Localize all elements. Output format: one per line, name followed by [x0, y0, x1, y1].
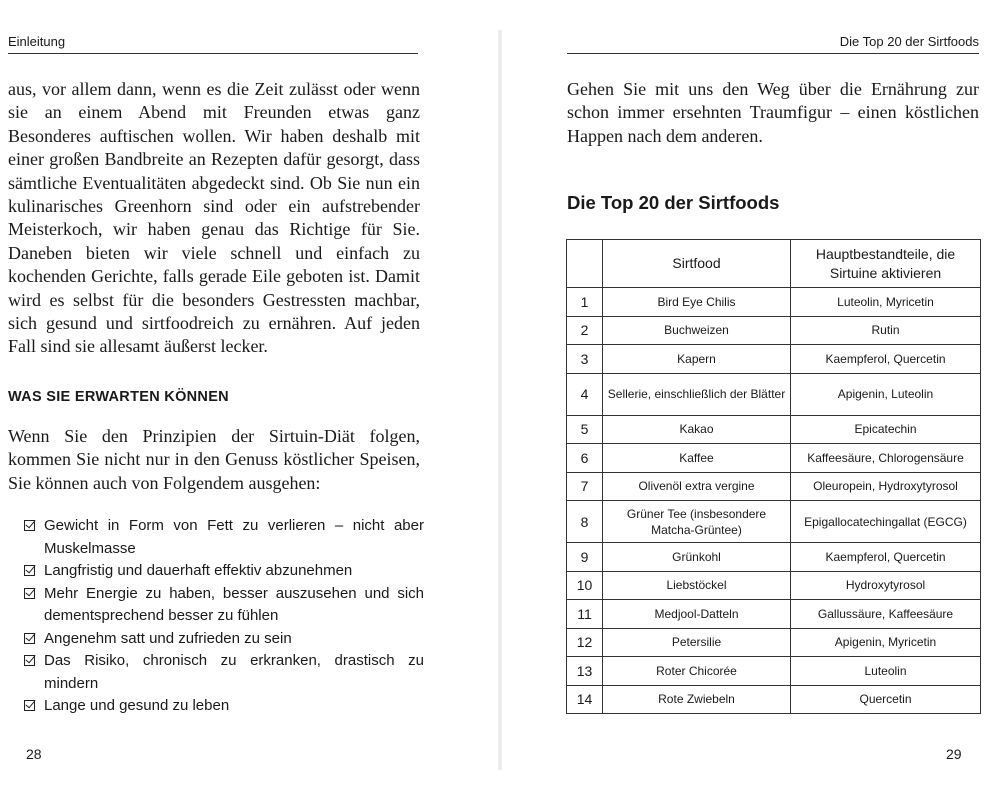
intro-paragraph: aus, vor allem dann, wenn es die Zeit zulässt oder wenn sie an einem Abend mit Freunden etwas ganz Besonderes auftischen wollen. Wir haben deshalb mit einer großen Bandbreite an Rezepten dafür gesorgt, dass sämtliche Eventualitäten abgedeckt sind. Ob Sie nun ein kulinarisches Greenhorn sind oder ein aufstrebender Meisterkoch, wir haben genau das Richtige für Sie. Daneben bieten wir viele schnell und einfach zu kochenden Gerichte, falls gerade Eile geboten ist. Damit wird es selbst für die besonders Gestressten machbar, sich gesund und sirtfoodreich zu ernähren. Auf jeden Fall sind sie allesamt äußerst lecker. [8, 79, 420, 357]
running-head-left: Einleitung [8, 34, 418, 54]
lead-paragraph: Gehen Sie mit uns den Weg über die Ernährung zur schon immer ersehnten Traumfigur – einen köstlichen Happen nach dem anderen. [567, 79, 979, 146]
table-row [567, 444, 981, 473]
table-row [567, 543, 981, 572]
table-row [567, 628, 981, 657]
row-number: 10 [567, 571, 603, 600]
table-row [567, 288, 981, 317]
row-number: 7 [567, 472, 603, 501]
table-row [567, 657, 981, 686]
row-components: Epigallocatechingallat (EGCG) [791, 501, 981, 543]
row-sirtfood: Bird Eye Chilis [603, 288, 791, 317]
row-components: Apigenin, Myricetin [791, 628, 981, 657]
row-components: Epicatechin [791, 415, 981, 444]
benefits-checklist [24, 515, 424, 718]
row-number: 5 [567, 415, 603, 444]
header-sirtfood: Sirtfood [603, 240, 791, 288]
checkbox-checked-icon [24, 588, 35, 599]
row-number: 1 [567, 288, 603, 317]
table-row [567, 571, 981, 600]
row-sirtfood: Grüner Tee (insbesondere Matcha-Grüntee) [603, 501, 791, 543]
row-sirtfood: Medjool-Datteln [603, 600, 791, 629]
checkbox-checked-icon [24, 700, 35, 711]
row-number: 8 [567, 501, 603, 543]
row-number: 9 [567, 543, 603, 572]
row-number: 12 [567, 628, 603, 657]
row-sirtfood: Buchweizen [603, 316, 791, 345]
row-sirtfood: Kaffee [603, 444, 791, 473]
row-components: Oleuropein, Hydroxytyrosol [791, 472, 981, 501]
checkbox-checked-icon [24, 633, 35, 644]
row-sirtfood: Olivenöl extra vergine [603, 472, 791, 501]
row-number: 4 [567, 373, 603, 415]
row-number: 14 [567, 685, 603, 714]
row-components: Luteolin [791, 657, 981, 686]
row-number: 6 [567, 444, 603, 473]
row-sirtfood: Kapern [603, 345, 791, 374]
row-sirtfood: Sellerie, einschließlich der Blätter [603, 373, 791, 415]
row-number: 13 [567, 657, 603, 686]
row-sirtfood: Roter Chicorée [603, 657, 791, 686]
expectations-paragraph: Wenn Sie den Prinzipien der Sirtuin-Diät folgen, kommen Sie nicht nur in den Genuss köstlicher Speisen, Sie können auch von Folgendem ausgehen: [8, 426, 420, 493]
page-number-left: 28 [26, 746, 42, 762]
checklist-item: Das Risiko, chronisch zu erkranken, drastisch zu mindern [24, 650, 424, 695]
table-row [567, 316, 981, 345]
checklist-item: Lange und gesund zu leben [24, 695, 424, 718]
row-sirtfood: Kakao [603, 415, 791, 444]
row-components: Luteolin, Myricetin [791, 288, 981, 317]
table-row [567, 345, 981, 374]
table-header-row [567, 240, 981, 288]
row-sirtfood: Petersilie [603, 628, 791, 657]
checkbox-checked-icon [24, 565, 35, 576]
page-number-right: 29 [946, 746, 962, 762]
row-components: Rutin [791, 316, 981, 345]
row-components: Kaempferol, Quercetin [791, 543, 981, 572]
section-heading: WAS SIE ERWARTEN KÖNNEN [8, 389, 229, 405]
row-sirtfood: Rote Zwiebeln [603, 685, 791, 714]
sirtfood-table [566, 239, 981, 714]
checkbox-checked-icon [24, 520, 35, 531]
table-row [567, 472, 981, 501]
row-components: Apigenin, Luteolin [791, 373, 981, 415]
right-page [500, 0, 1000, 800]
table-row [567, 501, 981, 543]
row-components: Quercetin [791, 685, 981, 714]
row-components: Gallussäure, Kaffeesäure [791, 600, 981, 629]
row-sirtfood: Liebstöckel [603, 571, 791, 600]
checkbox-checked-icon [24, 655, 35, 666]
table-row [567, 685, 981, 714]
table-row [567, 600, 981, 629]
running-head-right: Die Top 20 der Sirtfoods [567, 34, 979, 54]
header-number [567, 240, 603, 288]
checklist-item: Gewicht in Form von Fett zu verlieren – nicht aber Muskelmasse [24, 515, 424, 560]
checklist-item: Angenehm satt und zufrieden zu sein [24, 628, 424, 651]
row-number: 11 [567, 600, 603, 629]
row-sirtfood: Grünkohl [603, 543, 791, 572]
row-components: Kaempferol, Quercetin [791, 345, 981, 374]
table-row [567, 415, 981, 444]
checklist-item: Langfristig und dauerhaft effektiv abzunehmen [24, 560, 424, 583]
checklist-item: Mehr Energie zu haben, besser auszusehen und sich dementsprechend besser zu fühlen [24, 583, 424, 628]
table-heading: Die Top 20 der Sirtfoods [567, 192, 780, 213]
row-number: 3 [567, 345, 603, 374]
row-number: 2 [567, 316, 603, 345]
table-row [567, 373, 981, 415]
row-components: Kaffeesäure, Chlorogensäure [791, 444, 981, 473]
header-components: Hauptbestandteile, die Sirtuine aktivieren [791, 240, 981, 288]
row-components: Hydroxytyrosol [791, 571, 981, 600]
